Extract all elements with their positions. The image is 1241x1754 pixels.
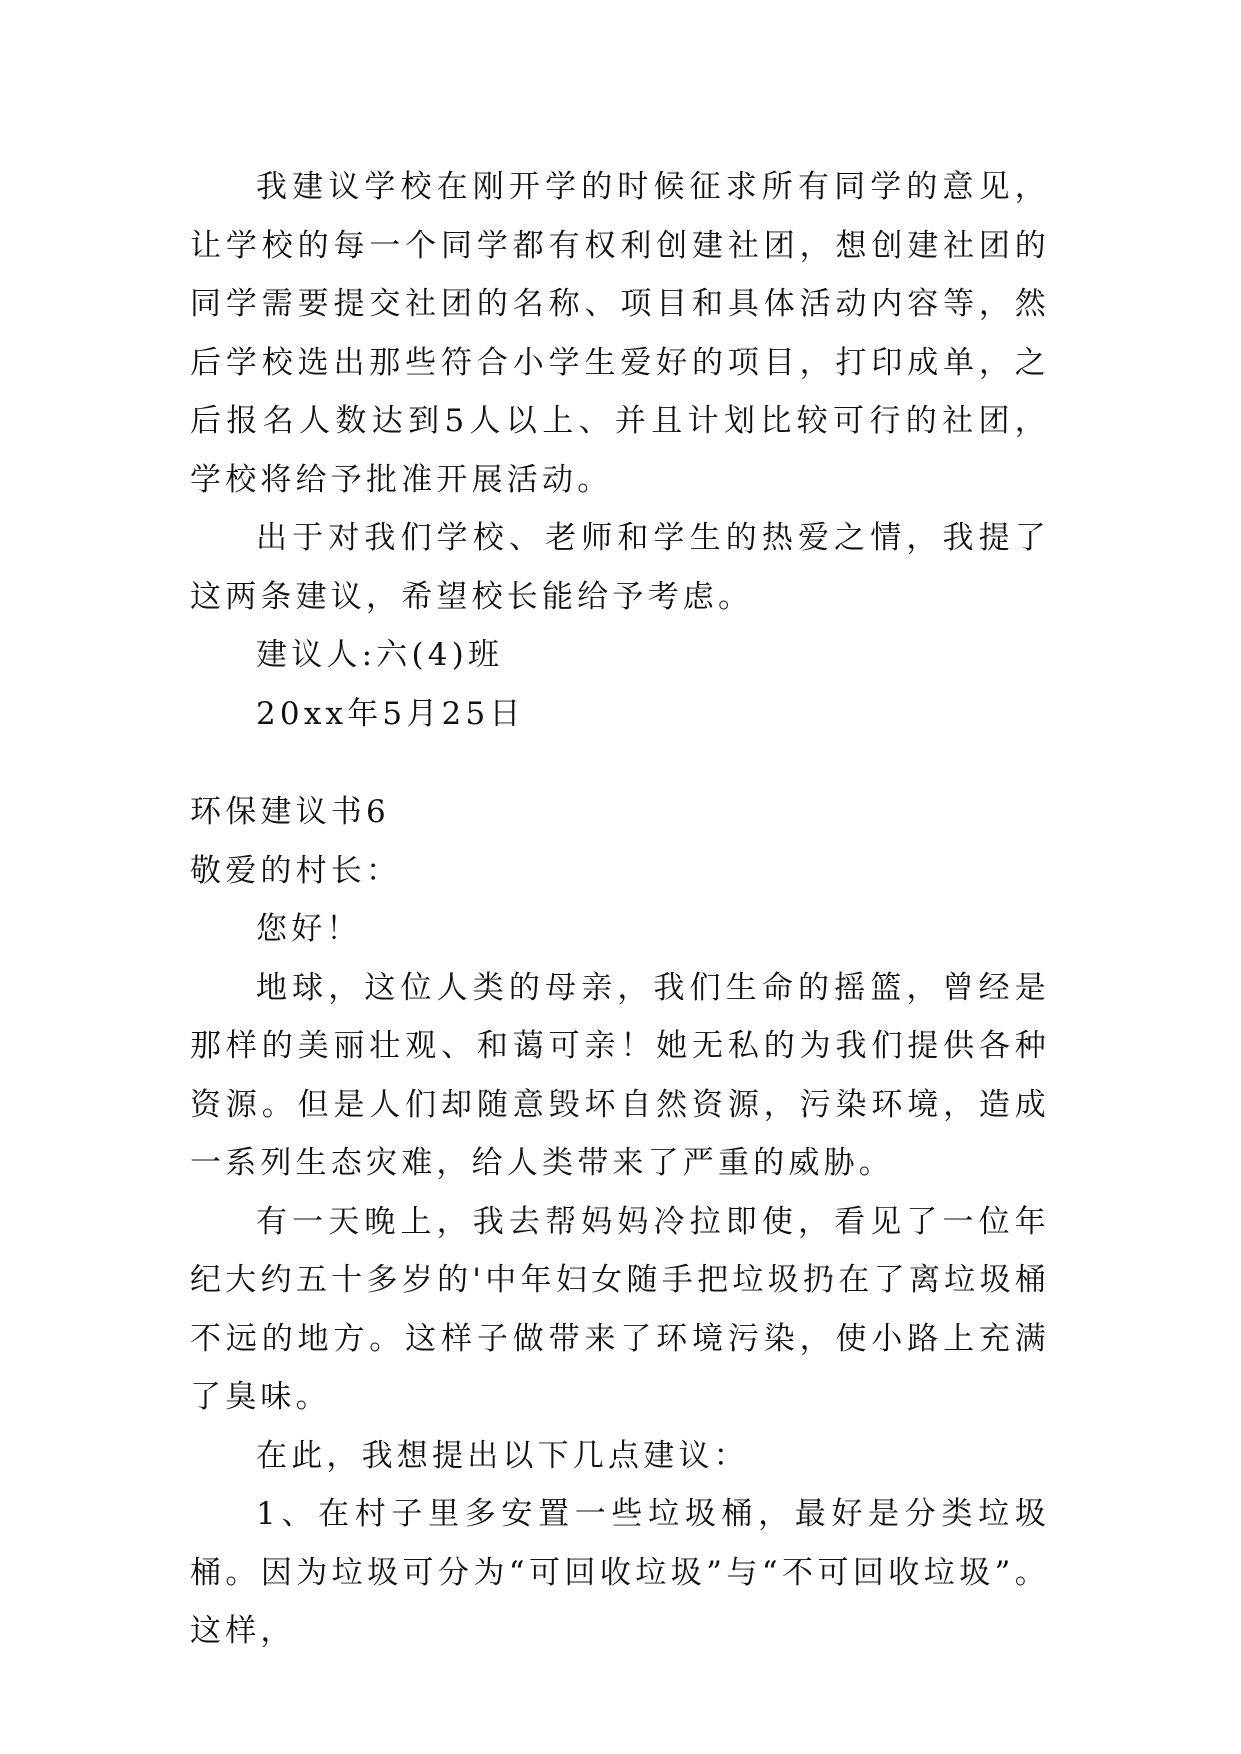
document-body — [190, 158, 1050, 1661]
paragraph-earth: 地球，这位人类的母亲，我们生命的摇篮，曾经是那样的美丽壮观、和蔼可亲！她无私的为我们提供各种资源。但是人们却随意毁坏自然资源，污染环境，造成一系列生态灾难，给人类带来了严重的威胁。 — [190, 969, 1050, 1181]
paragraph-club-suggestion: 我建议学校在刚开学的时候征求所有同学的意见，让学校的每一个同学都有权利创建社团，想创建社团的同学需要提交社团的名称、项目和具体活动内容等，然后学校选出那些符合小学生爱好的项目，打印成单，之后报名人数达到5人以上、并且计划比较可行的社团，学校将给予批准开展活动。 — [190, 169, 1050, 498]
date-line: 20xx年5月25日 — [256, 695, 525, 732]
salutation: 敬爱的村长： — [190, 852, 402, 889]
paragraph-suggestion-1: 1、在村子里多安置一些垃圾桶，最好是分类垃圾桶。因为垃圾可分为“可回收垃圾”与“不可回收垃圾”。这样， — [190, 1496, 1050, 1649]
greeting: 您好！ — [256, 911, 362, 947]
section-title: 环保建议书6 — [190, 794, 390, 830]
section-gap — [190, 743, 1050, 783]
paragraph-suggestions-intro: 在此，我想提出以下几点建议： — [256, 1437, 749, 1474]
paragraph-closing-remark: 出于对我们学校、老师和学生的热爱之情，我提了这两条建议，希望校长能给予考虑。 — [190, 520, 1050, 615]
signer-line: 建议人:六(4)班 — [256, 637, 504, 673]
paragraph-incident: 有一天晚上，我去帮妈妈冷拉即使，看见了一位年纪大约五十多岁的'中年妇女随手把垃圾扔在了离垃圾桶不远的地方。这样子做带来了环境污染，使小路上充满了臭味。 — [190, 1203, 1050, 1415]
